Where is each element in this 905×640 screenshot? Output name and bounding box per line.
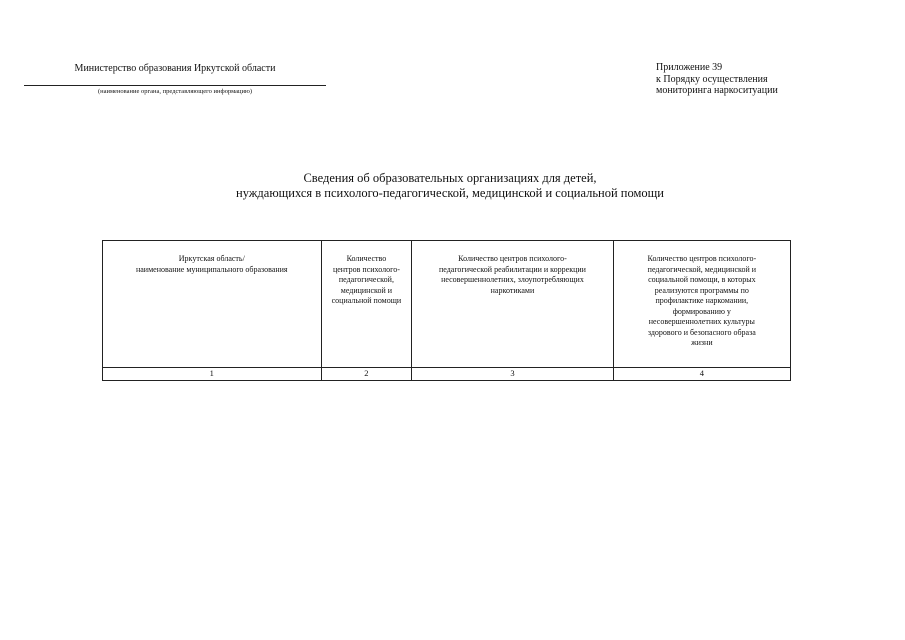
header-line: здорового и безопасного образа: [647, 327, 756, 337]
title-line: Сведения об образовательных организациях для детей,: [303, 171, 597, 185]
organization-caption: (наименование органа, представляющего информацию): [97, 88, 253, 95]
header-line: педагогической, медицинской и: [647, 264, 757, 274]
column-number: 2: [321, 368, 412, 381]
header-line: Количество центров психолого-: [647, 254, 757, 263]
header-cell-rehabilitation-centers: [412, 241, 613, 368]
header-line: педагогической,: [338, 275, 394, 284]
reporting-table: [102, 240, 791, 381]
header-line: профилактике наркомании,: [655, 296, 749, 305]
header-line: педагогической реабилитации и коррекции: [438, 264, 586, 274]
header-line: наркотиками: [490, 285, 535, 295]
header-line: жизни: [691, 338, 713, 347]
organization-name: Министерство образования Иркутской области: [24, 62, 326, 86]
header-line: Иркутская область/: [178, 254, 245, 263]
header-line: несовершеннолетних культуры: [648, 317, 755, 326]
header-line: наименование муниципального образования: [135, 264, 288, 274]
column-number: 3: [412, 368, 613, 381]
header-cell-centers-count: [321, 241, 412, 368]
appendix-line: к Порядку осуществления: [656, 73, 768, 85]
appendix-line: Приложение 39: [656, 62, 723, 73]
header-cell-prevention-programs: [613, 241, 790, 368]
header-line: Количество центров психолого-: [458, 254, 567, 263]
header-line: Количество: [346, 254, 387, 263]
organization-block: [24, 62, 326, 96]
header-line: социальной помощи, в которых: [648, 275, 756, 284]
table-header-row: [103, 241, 791, 368]
header-line: медицинской и: [340, 285, 393, 295]
document-title: [150, 171, 750, 200]
header-cell-region: [103, 241, 322, 368]
appendix-line: мониторинга наркоситуации: [656, 85, 778, 96]
header-line: формированию у: [672, 306, 731, 316]
header-line: реализуются программы по: [654, 285, 749, 295]
header-line: центров психолого-: [332, 264, 400, 274]
header-line: несовершеннолетних, злоупотребляющих: [441, 275, 584, 284]
column-number-row: [103, 368, 791, 381]
header-line: социальной помощи: [331, 296, 402, 305]
column-number: 4: [613, 368, 790, 381]
column-number: 1: [103, 368, 322, 381]
title-line: нуждающихся в психолого-педагогической, медицинской и социальной помощи: [236, 185, 664, 200]
appendix-note: [656, 62, 856, 97]
